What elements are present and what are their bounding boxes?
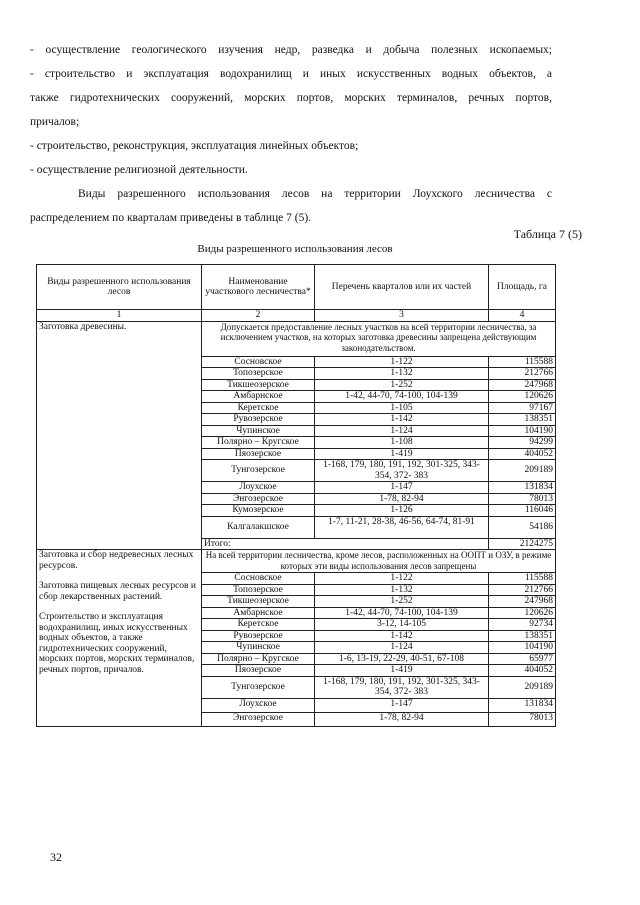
forestry-name-cell: Лоухское bbox=[202, 482, 315, 494]
forestry-name-cell: Энгозерское bbox=[202, 712, 315, 726]
area-cell: 138351 bbox=[489, 414, 556, 426]
header-forestry: Наименование участкового лесничества* bbox=[202, 265, 315, 310]
forestry-name-cell: Амбарнское bbox=[202, 607, 315, 619]
quarters-cell: 1-78, 82-94 bbox=[315, 493, 489, 505]
forestry-name-cell: Топозерское bbox=[202, 584, 315, 596]
area-cell: 116046 bbox=[489, 505, 556, 517]
column-number: 4 bbox=[489, 310, 556, 322]
quarters-cell: 1-42, 44-70, 74-100, 104-139 bbox=[315, 391, 489, 403]
intro-line-4: причалов; bbox=[30, 116, 80, 128]
area-cell: 97167 bbox=[489, 402, 556, 414]
intro-para-line-2: распределением по кварталам приведены в таблице 7 (5). bbox=[30, 212, 312, 224]
area-cell: 104190 bbox=[489, 425, 556, 437]
quarters-cell: 1-142 bbox=[315, 414, 489, 426]
quarters-cell: 1-126 bbox=[315, 505, 489, 517]
quarters-cell: 1-124 bbox=[315, 425, 489, 437]
forestry-name-cell: Тунгозерское bbox=[202, 460, 315, 482]
forestry-name-cell: Пяозерское bbox=[202, 448, 315, 460]
forestry-name-cell: Тикшеозерское bbox=[202, 379, 315, 391]
forestry-name-cell: Тунгозерское bbox=[202, 676, 315, 698]
section-note: На всей территории лесничества, кроме лесов, расположенных на ООПТ и ОЗУ, в режиме которых эти виды использования лесов запрещены bbox=[202, 550, 556, 573]
forestry-name-cell: Рувозерское bbox=[202, 630, 315, 642]
forestry-name-cell: Пяозерское bbox=[202, 665, 315, 677]
use-type-cell bbox=[37, 550, 202, 727]
area-cell: 404052 bbox=[489, 448, 556, 460]
column-number: 3 bbox=[315, 310, 489, 322]
forest-use-table bbox=[36, 264, 556, 727]
section-note: Допускается предоставление лесных участков на всей территории лесничества, за исключением участков, на которых заготовка древесины запрещена действующим законодательством. bbox=[202, 321, 556, 356]
forestry-name-cell: Рувозерское bbox=[202, 414, 315, 426]
total-label-cell: Итого: bbox=[202, 538, 489, 550]
area-cell: 54186 bbox=[489, 516, 556, 538]
quarters-cell: 1-132 bbox=[315, 584, 489, 596]
quarters-cell: 1-122 bbox=[315, 356, 489, 368]
area-cell: 115588 bbox=[489, 356, 556, 368]
area-cell: 78013 bbox=[489, 493, 556, 505]
quarters-cell: 1-78, 82-94 bbox=[315, 712, 489, 726]
forestry-name-cell: Лоухское bbox=[202, 698, 315, 712]
intro-line-2: - строительство и эксплуатация водохранилищ и иных искусственных водных объектов, а bbox=[30, 68, 552, 80]
column-number: 1 bbox=[37, 310, 202, 322]
intro-para-line-1: Виды разрешенного использования лесов на территории Лоухского лесничества с bbox=[78, 188, 552, 200]
table-header-row bbox=[37, 265, 556, 310]
quarters-cell: 1-419 bbox=[315, 665, 489, 677]
column-number-row bbox=[37, 310, 556, 322]
area-cell: 65977 bbox=[489, 653, 556, 665]
intro-line-1: - осуществление геологического изучения недр, разведка и добыча полезных ископаемых; bbox=[30, 44, 552, 56]
forestry-name-cell: Амбарнское bbox=[202, 391, 315, 403]
quarters-cell: 1-122 bbox=[315, 573, 489, 585]
area-cell: 131834 bbox=[489, 698, 556, 712]
use-type-item: Заготовка и сбор недревесных лесных ресурсов. bbox=[39, 550, 194, 571]
quarters-cell: 1-105 bbox=[315, 402, 489, 414]
page-number: 32 bbox=[50, 850, 62, 864]
table-row bbox=[37, 550, 556, 573]
area-cell: 247968 bbox=[489, 596, 556, 608]
area-cell: 78013 bbox=[489, 712, 556, 726]
quarters-cell: 1-124 bbox=[315, 642, 489, 654]
intro-line-5: - строительство, реконструкция, эксплуатация линейных объектов; bbox=[30, 140, 359, 152]
area-cell: 104190 bbox=[489, 642, 556, 654]
forestry-name-cell: Чупинское bbox=[202, 642, 315, 654]
area-cell: 131834 bbox=[489, 482, 556, 494]
use-type-item: Строительство и эксплуатация водохранилищ, иных искусственных водных объектов, а также гидротехнических сооружений, морских портов, морских терминалов, речных портов, причалов. bbox=[39, 612, 195, 675]
quarters-cell: 1-108 bbox=[315, 437, 489, 449]
forestry-name-cell: Кумозерское bbox=[202, 505, 315, 517]
table-caption: Таблица 7 (5) bbox=[513, 227, 582, 241]
forestry-name-cell: Калгалакшское bbox=[202, 516, 315, 538]
quarters-cell: 1-252 bbox=[315, 596, 489, 608]
area-cell: 120626 bbox=[489, 391, 556, 403]
area-cell: 94299 bbox=[489, 437, 556, 449]
area-cell: 115588 bbox=[489, 573, 556, 585]
area-cell: 247968 bbox=[489, 379, 556, 391]
forestry-name-cell: Сосновское bbox=[202, 356, 315, 368]
use-type-cell: Заготовка древесины. bbox=[37, 321, 202, 550]
quarters-cell: 1-252 bbox=[315, 379, 489, 391]
area-cell: 120626 bbox=[489, 607, 556, 619]
use-type-item: Заготовка пищевых лесных ресурсов и сбор лекарственных растений. bbox=[39, 581, 196, 602]
quarters-cell: 1-7, 11-21, 28-38, 46-56, 64-74, 81-91 bbox=[315, 516, 489, 538]
forestry-name-cell: Чупинское bbox=[202, 425, 315, 437]
forestry-name-cell: Керетское bbox=[202, 619, 315, 631]
column-number: 2 bbox=[202, 310, 315, 322]
forestry-name-cell: Топозерское bbox=[202, 368, 315, 380]
area-cell: 209189 bbox=[489, 676, 556, 698]
area-cell: 404052 bbox=[489, 665, 556, 677]
total-value-cell: 2124275 bbox=[489, 538, 556, 550]
table-title: Виды разрешенного использования лесов bbox=[197, 243, 393, 255]
quarters-cell: 1-147 bbox=[315, 482, 489, 494]
quarters-cell: 1-6, 13-19, 22-29, 40-51, 67-108 bbox=[315, 653, 489, 665]
quarters-cell: 1-168, 179, 180, 191, 192, 301-325, 343-354, 372- 383 bbox=[315, 676, 489, 698]
forestry-name-cell: Энгозерское bbox=[202, 493, 315, 505]
quarters-cell: 1-132 bbox=[315, 368, 489, 380]
quarters-cell: 1-147 bbox=[315, 698, 489, 712]
quarters-cell: 3-12, 14-105 bbox=[315, 619, 489, 631]
forestry-name-cell: Полярно – Кругское bbox=[202, 653, 315, 665]
area-cell: 92734 bbox=[489, 619, 556, 631]
area-cell: 138351 bbox=[489, 630, 556, 642]
header-area: Площадь, га bbox=[489, 265, 556, 310]
forestry-name-cell: Тикшеозерское bbox=[202, 596, 315, 608]
header-quarters: Перечень кварталов или их частей bbox=[315, 265, 489, 310]
intro-line-3: также гидротехнических сооружений, морских портов, морских терминалов, речных портов, bbox=[30, 92, 552, 104]
area-cell: 212766 bbox=[489, 368, 556, 380]
header-use-type: Виды разрешенного использования лесов bbox=[37, 265, 202, 310]
forestry-name-cell: Полярно – Кругское bbox=[202, 437, 315, 449]
quarters-cell: 1-168, 179, 180, 191, 192, 301-325, 343-354, 372- 383 bbox=[315, 460, 489, 482]
quarters-cell: 1-42, 44-70, 74-100, 104-139 bbox=[315, 607, 489, 619]
quarters-cell: 1-419 bbox=[315, 448, 489, 460]
forestry-name-cell: Сосновское bbox=[202, 573, 315, 585]
area-cell: 209189 bbox=[489, 460, 556, 482]
table-row bbox=[37, 321, 556, 356]
intro-line-6: - осуществление религиозной деятельности. bbox=[30, 164, 248, 176]
area-cell: 212766 bbox=[489, 584, 556, 596]
quarters-cell: 1-142 bbox=[315, 630, 489, 642]
forestry-name-cell: Керетское bbox=[202, 402, 315, 414]
